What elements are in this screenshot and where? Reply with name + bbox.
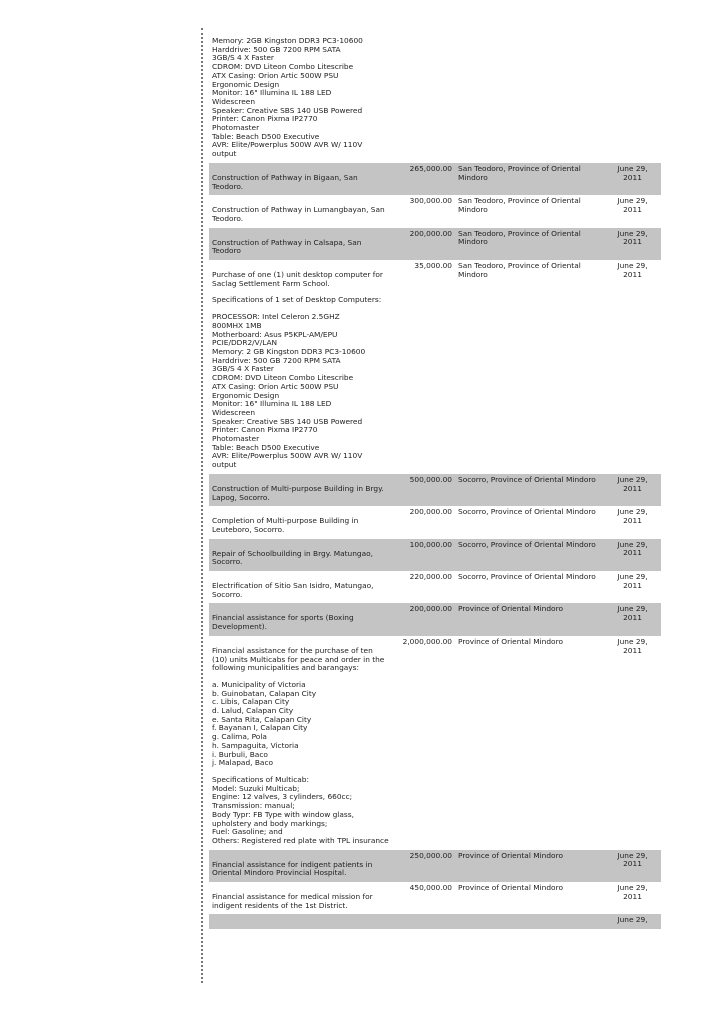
project-description-text: Financial assistance for indigent patients in Oriental Mindoro Provincial Hospital.: [212, 859, 373, 878]
project-location: [455, 914, 604, 929]
project-date: June 29, 2011: [617, 196, 648, 214]
project-description-text: Purchase of one (1) unit desktop computer for Saclag Settlement Farm School.: [212, 270, 383, 288]
project-date: June 29, 2011: [604, 228, 661, 260]
project-amount: 2,000,000.00: [402, 636, 452, 646]
project-location: Province of Oriental Mindoro: [455, 850, 604, 882]
project-description: [209, 506, 393, 538]
project-description: [209, 474, 393, 506]
project-row: [209, 228, 661, 260]
project-description-text: Electrification of Sitio San Isidro, Matungao, Socorro.: [212, 581, 374, 599]
project-description-text: Financial assistance for the purchase of ten (10) units Multicabs for peace and order in the following municipalities and barangays:: [212, 645, 385, 673]
project-amount: 35,000.00: [414, 261, 452, 271]
project-description: [209, 882, 393, 914]
project-row: [209, 603, 661, 635]
project-description: [209, 539, 393, 571]
project-date: June 29, 2011: [604, 539, 661, 571]
project-amount: 450,000.00: [409, 883, 452, 893]
project-amount: 200,000.00: [393, 228, 455, 260]
project-date: June 29, 2011: [604, 850, 661, 882]
dotted-margin-line: [201, 28, 203, 983]
project-description-text: Completion of Multi-purpose Building in Leuteboro, Socorro.: [212, 516, 359, 534]
project-date: June 29, 2011: [617, 883, 648, 901]
project-specifications-text: PROCESSOR: Intel Celeron 2.5GHZ 800MHX 1MB Motherboard: Asus P5KPL-AM/EPU PCIE/DDR2/V/LAN Memory: 2 GB Kingston DDR3 PC3-10600 Harddrive: 500 GB 7200 RPM SATA 3GB/S 4 X Faster CDROM: DVD Liteon Combo Litescribe ATX Casing: Orion Artic 500W PSU Ergonomic Design Monitor: 16" Illumina IL 188 LED Widescreen Speaker: Creative SBS 140 USB Powered Printer: Canon Pixma IP2770 Photomaster Table: Beach D500 Executive AVR: Elite/Powerplus 500W AVR W/ 110V output: [212, 312, 366, 470]
project-amount: 265,000.00: [393, 163, 455, 195]
project-location: San Teodoro, Province of Oriental Mindoro: [455, 228, 604, 260]
projects-table-body: [209, 35, 661, 929]
project-location: Province of Oriental Mindoro: [458, 636, 563, 646]
project-date: June 29, 2011: [604, 603, 661, 635]
project-description-text: Financial assistance for sports (Boxing Development).: [212, 613, 354, 632]
project-location: Socorro, Province of Oriental Mindoro: [455, 539, 604, 571]
project-description-text: Repair of Schoolbuilding in Brgy. Matungao, Socorro.: [212, 548, 374, 567]
project-amount: 250,000.00: [393, 850, 455, 882]
continuation-spec-text: Memory: 2GB Kingston DDR3 PC3-10600 Harddrive: 500 GB 7200 RPM SATA 3GB/S 4 X Faster CDROM: DVD Liteon Combo Litescribe ATX Casing: Orion Artic 500W PSU Ergonomic Design Monitor: 16" Illumina IL 188 LED Widescreen Speaker: Creative SBS 140 USB Powered Printer: Canon Pixma IP2770 Photomaster Table: Beach D500 Executive AVR: Elite/Powerplus 500W AVR W/ 110V output: [212, 36, 363, 159]
project-specifications-text: Specifications of 1 set of Desktop Computers:: [212, 295, 382, 305]
project-description: [209, 636, 393, 850]
project-amount: 100,000.00: [393, 539, 455, 571]
project-row: [209, 882, 661, 914]
project-amount: 220,000.00: [409, 572, 452, 582]
project-description-text: Construction of Multi-purpose Building in Brgy. Lapog, Socorro.: [212, 483, 384, 502]
project-description: [209, 914, 393, 929]
project-description: [209, 195, 393, 227]
project-description-text: Construction of Pathway in Bigaan, San Teodoro.: [212, 172, 358, 191]
project-amount: [393, 914, 455, 929]
project-row: [209, 260, 661, 474]
project-date: June 29, 2011: [617, 572, 648, 590]
projects-table: [209, 35, 661, 929]
project-row: [209, 506, 661, 538]
project-date: June 29, 2011: [604, 474, 661, 506]
continuation-row: [209, 35, 661, 163]
project-amount: 200,000.00: [409, 507, 452, 517]
project-location: Province of Oriental Mindoro: [458, 883, 563, 893]
project-date: June 29, 2011: [617, 636, 648, 655]
project-amount: 200,000.00: [393, 603, 455, 635]
project-specifications-text: Specifications of Multicab: Model: Suzuki Multicab; Engine: 12 valves, 3 cylinders, 660cc; Transmission: manual; Body Typr: FB Type with window glass, upholstery and body markings; Fuel: Gasoline; and Others: Registered red plate with TPL insurance: [212, 775, 389, 845]
project-location: San Teodoro, Province of Oriental Mindoro: [458, 196, 581, 214]
project-row: [209, 195, 661, 227]
project-amount: 500,000.00: [393, 474, 455, 506]
project-date: June 29, 2011: [617, 507, 648, 525]
project-description: [209, 228, 393, 260]
project-row: [209, 914, 661, 929]
project-specifications-text: a. Municipality of Victoria b. Guinobatan, Calapan City c. Libis, Calapan City d. Lalud, Calapan City e. Santa Rita, Calapan City f. Bayanan I, Calapan City g. Calima, Pola h. Sampaguita, Victoria i. Burbuli, Baco j. Malapad, Baco: [212, 679, 317, 768]
project-description: [209, 260, 393, 474]
project-description-text: Construction of Pathway in Calsapa, San Teodoro: [212, 237, 362, 256]
project-date: June 29,: [604, 914, 661, 929]
project-row: [209, 163, 661, 195]
project-date: June 29, 2011: [604, 163, 661, 195]
project-row: [209, 850, 661, 882]
project-date: June 29, 2011: [617, 261, 648, 279]
project-description-text: Financial assistance for medical mission for indigent residents of the 1st District.: [212, 892, 373, 910]
project-amount: 300,000.00: [409, 196, 452, 206]
project-row: [209, 539, 661, 571]
project-row: [209, 474, 661, 506]
project-location: Socorro, Province of Oriental Mindoro: [455, 474, 604, 506]
project-description-text: Construction of Pathway in Lumangbayan, San Teodoro.: [212, 205, 385, 223]
project-description: [209, 850, 393, 882]
project-location: Socorro, Province of Oriental Mindoro: [458, 507, 596, 517]
project-description: [209, 571, 393, 603]
project-row: [209, 636, 661, 850]
project-location: Socorro, Province of Oriental Mindoro: [458, 572, 596, 582]
project-description: [209, 603, 393, 635]
project-location: San Teodoro, Province of Oriental Mindoro: [458, 261, 581, 279]
project-row: [209, 571, 661, 603]
project-location: Province of Oriental Mindoro: [455, 603, 604, 635]
project-description: [209, 163, 393, 195]
project-location: San Teodoro, Province of Oriental Mindoro: [455, 163, 604, 195]
